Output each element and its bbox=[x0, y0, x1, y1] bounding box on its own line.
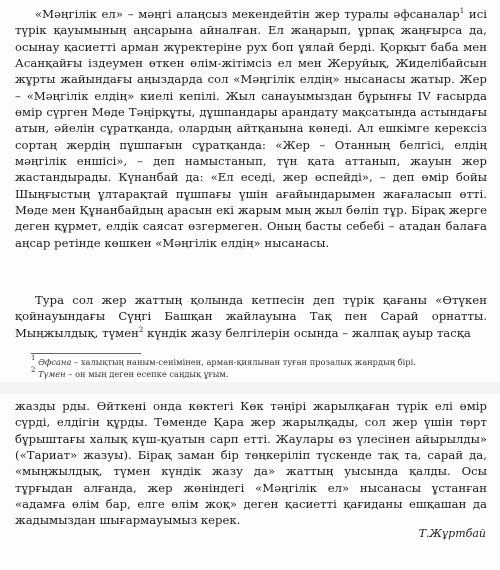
footnote-2-mark: 2 bbox=[31, 365, 36, 374]
footnote-1 bbox=[31, 354, 487, 369]
paragraph-1 bbox=[15, 6, 487, 251]
paragraph-2-text-b: күндік жазу белгілерін осында – жалпақ ауыр тасқа bbox=[143, 325, 471, 340]
paragraph-3 bbox=[15, 398, 487, 529]
footnotes bbox=[31, 354, 487, 380]
page-break bbox=[0, 382, 500, 394]
paragraph-2 bbox=[15, 292, 487, 341]
footnote-ref-2: 2 bbox=[138, 325, 144, 334]
footnote-1-mark: 1 bbox=[31, 354, 36, 362]
footnote-1-term: Әфсана bbox=[38, 357, 72, 367]
footnote-divider bbox=[31, 353, 141, 354]
paragraph-1-text-b: исі түрік қауымының аңсарына айналған. Ел жаңарып, ұрпақ жаңғырса да, осынау қасиетті арман жүректеріне рух боп ұялай берді. Қорқыт баба мен Асанқайғы іздеумен өткен өлім-жітімсіз ел мен Жеруйық, Жиделібайсын жұрты жайындағы аңыздарда сол «Мәңгілік елдің» нысанасы жатыр. Жер – «Мәңгілік елдің» киелі кепілі. Жыл санауымыздан бұрынғы IV ғасырда өмір сүрген Мөде Тәңірқұты, дұшпандары арандату мақсатында астындағы атын, әйелін сұратқанда, олардың айтқанына көнеді. Ал ешкімге керексіз сортаң жердің пұшпағын сұратқанда: «Жер – Отанның белгісі, елдің мәңгілік еншісі», – деп намыстанып, түн қата аттанып, жауын жер жастандырады. Күнанбай да: «Ел еседі, жер өспейді», – деп өмір бойы Шыңғыстың ұлтарақтай пұшпағы үшін ағайындарымен жағаласып өтті. Мөде мен Құнанбайдың арасын екі жарым мың жыл бөліп тұр. Бірақ жерге деген құрмет, елдік саясат өзгермеген. Оның басты себебі – атадан балаға аңсар ретінде көшкен «Мәңгілік елдің» нысанасы. bbox=[15, 7, 487, 250]
footnote-ref-1: 1 bbox=[459, 7, 465, 15]
footnote-2-text: – он мың деген есепке саңдық ұғым. bbox=[65, 368, 229, 379]
paragraph-3-text: жазды рды. Өйткені онда көктегі Көк тәңірі жарылқаған түрік елі өмір сүрді, елдігін құрды. Төменде Қара жер жарылқады, сол жер үшін төрт бұрыштағы халық күш-қуатын сарп етті. Жаулары өз үлесінен айырылды» («Тариат» жазуы). Бірақ заман бір төңкеріліп түскенде тақ та, сарай да, «мыңжылдық, түмен күндік жазу да» жаттың уысында қалды. Осы тұрғыдан алғанда, жер жөніндегі «Мәңгілік ел» нысанасы ұстанған «адамға өлім бар, елге өлім жоқ» деген қасиетті қағиданы ешқашан да жадымыздан шығармауымыз керек. bbox=[15, 399, 487, 528]
paragraph-1-text-a: «Мәңгілік ел» – мәңгі алаңсыз мекендейтін жер туралы әфсаналар bbox=[35, 7, 460, 21]
footnote-1-text: – халықтың наным-сенімінен, арман-қиялынан туған прозалық жанрдың бірі. bbox=[71, 357, 416, 367]
footnote-2 bbox=[31, 365, 487, 381]
paragraph-2-text-a: Тура сол жер жаттың қолында кетпесін деп түрік қағаны «Өтүкен қойнауындағы Сүңгі Башқан жайлауына Тақ пен Сарай орнатты. Мыңжылдық, түмен bbox=[15, 293, 487, 340]
author-signature: Т.Жұртбай bbox=[418, 527, 486, 540]
footnote-2-term: Түмен bbox=[38, 368, 66, 379]
